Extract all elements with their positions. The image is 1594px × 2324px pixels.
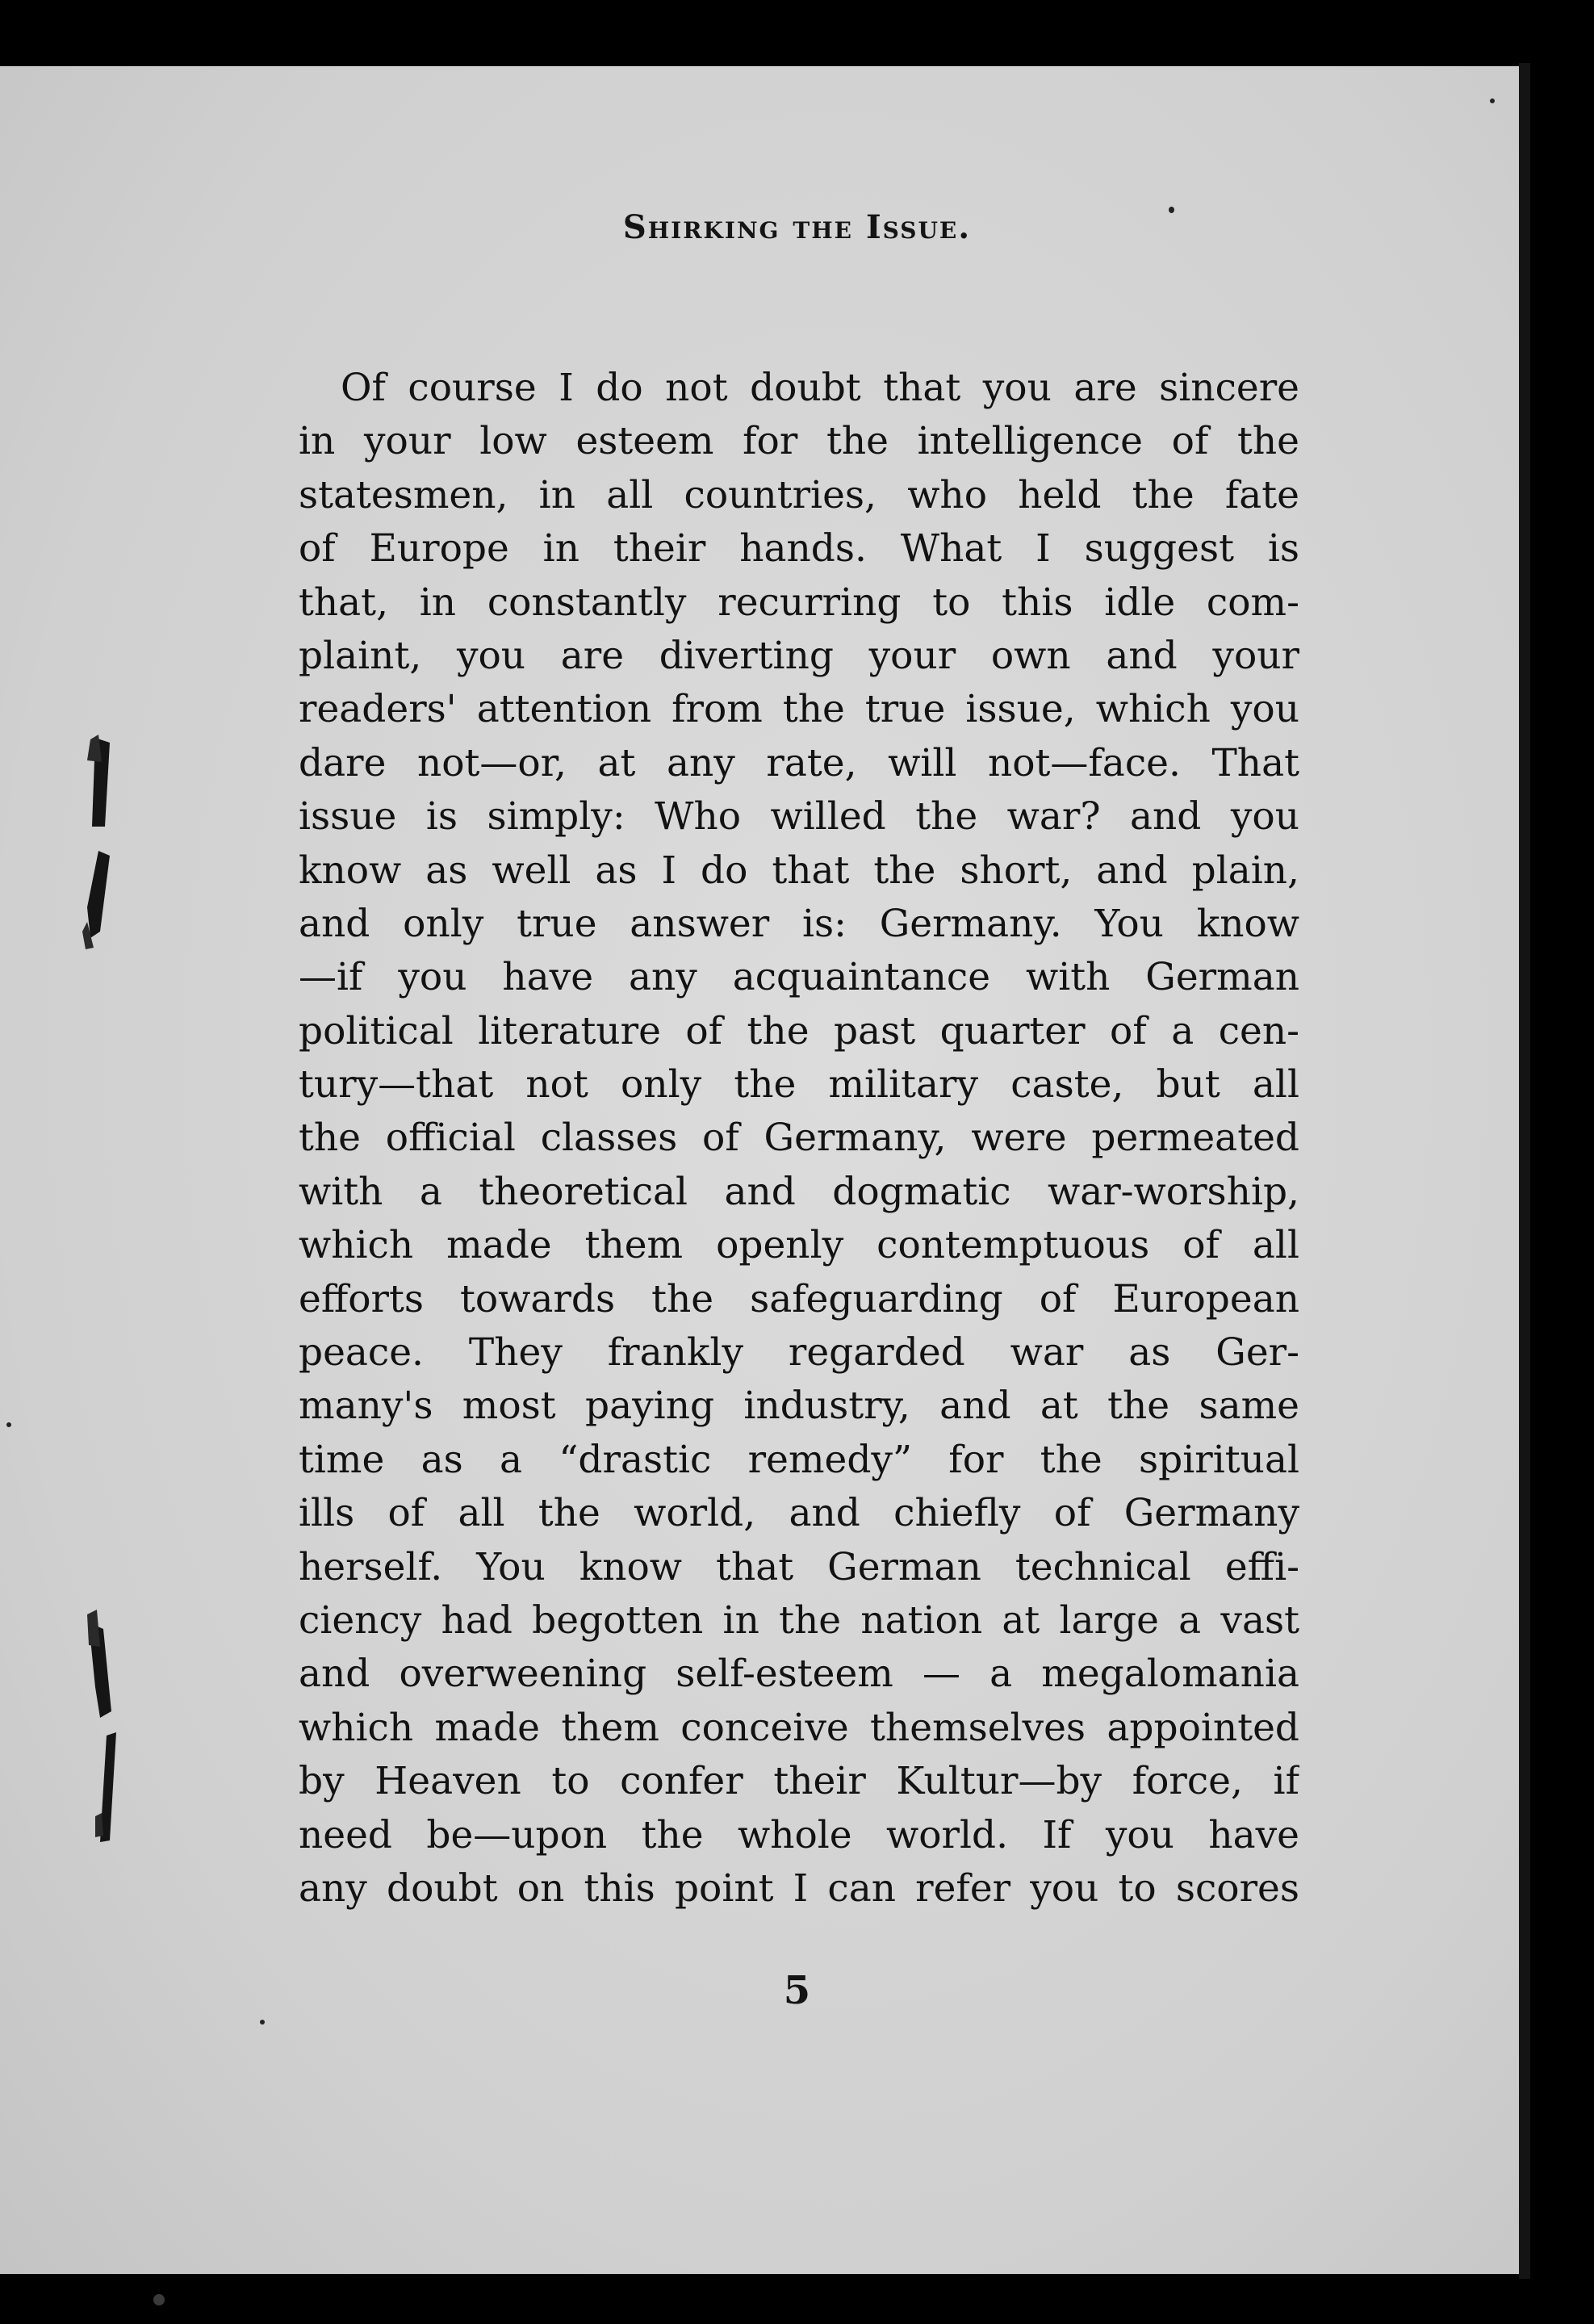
text-line: readers' attention from the true issue, which you (299, 687, 1299, 732)
page-number: 5 (783, 1968, 811, 2013)
paper-speck (1490, 98, 1495, 103)
text-line: ills of all the world, and chiefly of Germany (299, 1491, 1299, 1536)
running-head: Shirking the Issue. (622, 208, 972, 246)
text-line: time as a “drastic remedy” for the spiritual (299, 1437, 1299, 1482)
text-line: ciency had begotten in the nation at large a vast (299, 1597, 1299, 1643)
text-line: —if you have any acquaintance with German (299, 955, 1299, 1000)
text-line: with a theoretical and dogmatic war-worship, (299, 1169, 1299, 1214)
body-paragraph (299, 362, 1299, 1916)
text-line: need be—upon the whole world. If you have (299, 1812, 1299, 1857)
binding-stitch-upper (63, 665, 128, 980)
text-line: plaint, you are diverting your own and your (299, 633, 1299, 678)
text-line: know as well as I do that the short, and plain, (299, 848, 1299, 893)
text-line: efforts towards the safeguarding of European (299, 1276, 1299, 1321)
text-line: the official classes of Germany, were permeated (299, 1116, 1299, 1161)
text-line: issue is simply: Who willed the war? and you (299, 794, 1299, 840)
text-line: which made them conceive themselves appointed (299, 1705, 1299, 1750)
text-line: in your low esteem for the intelligence of the (299, 419, 1299, 464)
text-line: of Europe in their hands. What I suggest is (299, 526, 1299, 572)
text-line: many's most paying industry, and at the same (299, 1384, 1299, 1429)
text-line: and overweening self-esteem — a megalomania (299, 1652, 1299, 1697)
text-line: and only true answer is: Germany. You know (299, 901, 1299, 946)
text-line: dare not—or, at any rate, will not—face. That (299, 740, 1299, 785)
text-line: by Heaven to confer their Kultur—by force, if (299, 1759, 1299, 1804)
text-line: political literature of the past quarter of a cen- (299, 1008, 1299, 1053)
text-line: which made them openly contemptuous of all (299, 1223, 1299, 1268)
text-line: Of course I do not doubt that you are sincere (341, 366, 1299, 410)
text-line: any doubt on this point I can refer you to scores (299, 1865, 1299, 1911)
text-line: statesmen, in all countries, who held the fate (299, 472, 1299, 517)
text-line: peace. They frankly regarded war as Ger- (299, 1330, 1299, 1376)
text-line: that, in constantly recurring to this idle com- (299, 580, 1299, 625)
binding-stitch-lower (71, 1526, 136, 1849)
text-line: tury—that not only the military caste, but all (299, 1062, 1299, 1108)
text-line: herself. You know that German technical effi- (299, 1544, 1299, 1589)
paper-speck (153, 2294, 165, 2305)
paper-speck (6, 1422, 11, 1427)
paper-speck (260, 2020, 265, 2025)
page-edge-shadow (1519, 63, 1530, 2279)
